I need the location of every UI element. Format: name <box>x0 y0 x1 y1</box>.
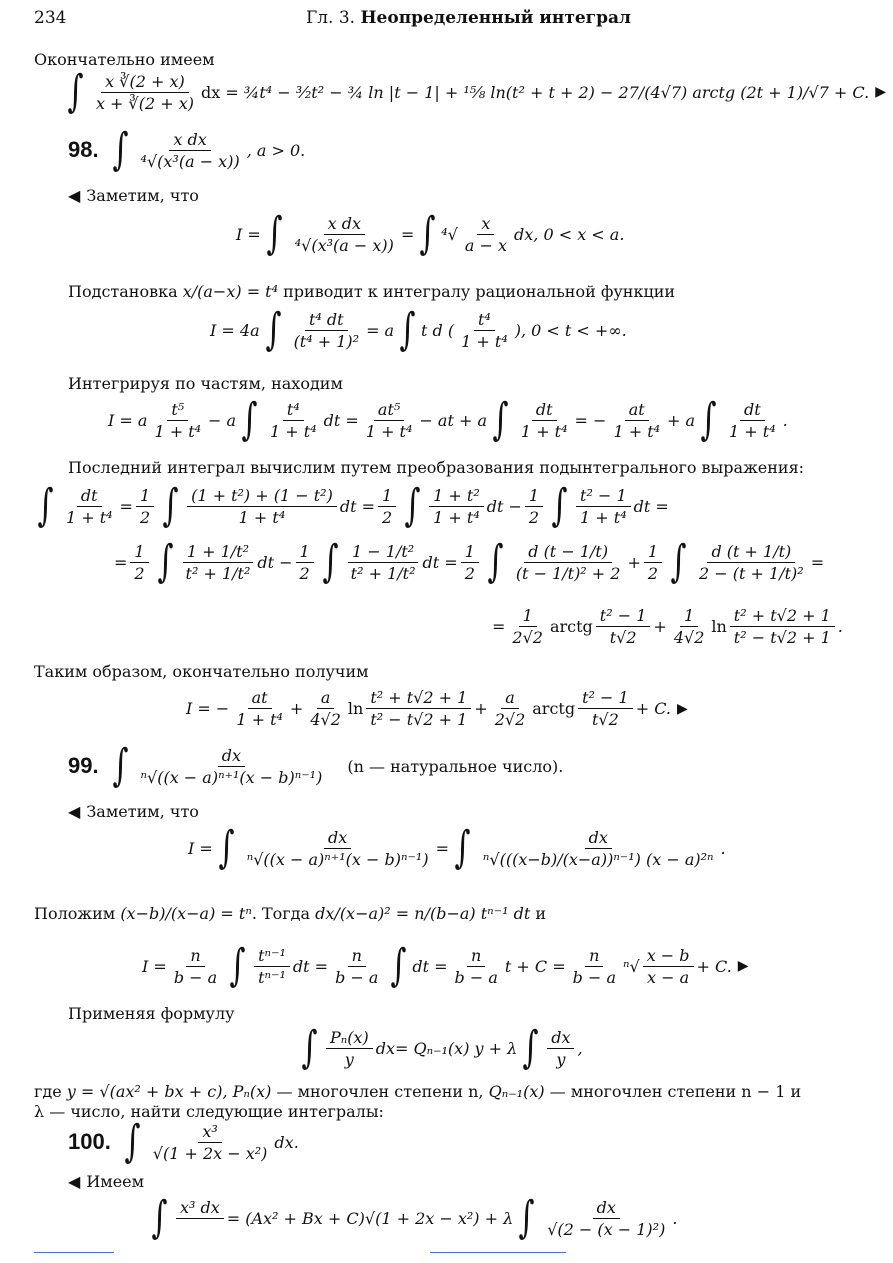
fraction: $\frac{1}{2}$ <box>136 486 154 527</box>
integral-sign: ∫ <box>218 822 235 873</box>
problem-100 <box>68 1116 299 1167</box>
fraction: $\frac{dx}{\text{ⁿ√((x − a)ⁿ⁺¹(x − b)ⁿ⁻¹)}}$ <box>140 745 323 787</box>
fraction: $\frac{dt}{\text{1 + t⁴}}$ <box>520 399 568 441</box>
integral-sign: ∫ <box>390 940 407 991</box>
fraction: $\frac{1}{4√2}$ <box>673 606 705 647</box>
end-proof-marker: ▶ <box>875 84 886 100</box>
fraction: $\frac{\text{1 + 1/t²}}{\text{t² + 1/t²}}$ <box>182 542 255 583</box>
footer-link-line-left <box>34 1252 114 1253</box>
problem-number: 99. <box>68 753 99 778</box>
end-proof-marker: ▶ <box>676 700 688 717</box>
equation-tail: dx, 0 < x < a. <box>514 224 625 244</box>
problem-number: 100. <box>68 1129 111 1154</box>
equation-98-final: I = − $\frac{at}{\text{1 + t⁴}}$ + $\frac{a}{4√2}$ ln $\frac{\text{t² + t√2 + 1}}{\text{t² − t√2 + 1}}$ + $\frac{a}{2√2}$ arctg $\frac{\text{t² − 1}}{t√2}$ + C. ▶ <box>186 688 688 729</box>
integral-sign: ∫ <box>265 304 282 355</box>
fraction: $\frac{d (t - 1/t)}{\text{(t − 1/t)² + 2}}$ <box>515 541 621 583</box>
integral-sign: ∫ <box>492 394 509 445</box>
integral-sign: ∫ <box>551 480 568 531</box>
integral-sign: ∫ <box>301 1022 318 1073</box>
equation-98f: = $\frac{1}{2√2}$ arctg $\frac{\text{t² − 1}}{t√2}$ + $\frac{1}{4√2}$ ln $\frac{\text{t² + t√2 + 1}}{\text{t² − t√2 + 1}}$ . <box>492 606 843 647</box>
begin-proof-marker: ◀ <box>68 1172 81 1191</box>
fraction: $\frac{\text{t² − 1}}{\text{1 + t⁴}}$ <box>576 486 631 527</box>
fraction: $\frac{\text{Pₙ(x)}}{y}$ <box>326 1028 373 1069</box>
fraction: $\frac{a}{2√2}$ <box>494 688 526 729</box>
fraction: $\frac{\text{t² + t√2 + 1}}{\text{t² − t√2 + 1}}$ <box>366 688 471 729</box>
integral-sign: ∫ <box>37 480 54 531</box>
fraction: $\frac{\text{x dx}}{\text{⁴√(x³(a − x))}}$ <box>140 129 240 171</box>
integral-sign: ∫ <box>112 124 129 175</box>
fraction: $\frac{dx}{\text{ⁿ√(((x−b)/(x−a))ⁿ⁻¹) (x − a)²ⁿ}}$ <box>482 827 714 869</box>
substitution-line: Подстановка x/(a−x) = t⁴ приводит к интегралу рациональной функции <box>68 282 676 301</box>
integral-sign: ∫ <box>322 536 339 587</box>
fraction: $\frac{n}{b - a}$ <box>335 945 379 987</box>
fraction: $\frac{at}{\text{1 + t⁴}}$ <box>236 688 283 729</box>
fraction: $\frac{\text{(1 + t²) + (1 − t²)}}{\text{1 + t⁴}}$ <box>187 486 337 527</box>
fraction: $\frac{1}{2}$ <box>461 542 479 583</box>
end-proof-marker: ▶ <box>737 958 749 974</box>
fraction: $\frac{\text{x³}}{\text{√(1 + 2x − x²)}}$ <box>152 1121 268 1163</box>
problem-98 <box>68 124 306 175</box>
page-number: 234 <box>34 8 67 28</box>
equation-98d: ∫ $\frac{dt}{\text{1 + t⁴}}$ = $\frac{1}{2}$ ∫ $\frac{\text{(1 + t²) + (1 − t²)}}{\text{1 + t⁴}}$ dt = $\frac{1}{2}$ ∫ $\frac{\text{1 + t²}}{\text{1 + t⁴}}$ dt − $\frac{1}{2}$ ∫ $\frac{\text{t² − 1}}{\text{1 + t⁴}}$ dt = <box>37 480 669 531</box>
equation-final-97: ∫ $\frac{x ∛(2 + x)}{x + ∛(2 + x)}$ dx = ¾t⁴ − ³⁄₂t² − ¾ ln |t − 1| + ¹⁵⁄₈ ln(t² + t + 2) − 27/(4√7) arctg (2t + 1)/√7 + C. ▶ <box>67 66 886 117</box>
fraction: $\frac{\text{tⁿ⁻¹}}{\text{tⁿ⁻¹}}$ <box>254 946 290 987</box>
integral-sign: ∫ <box>124 1116 141 1167</box>
integral-sign: ∫ <box>518 1192 535 1243</box>
equation-tail: + C. <box>696 956 732 976</box>
integral-sign: ∫ <box>399 304 416 355</box>
integral-sign: ∫ <box>404 480 421 531</box>
fraction: $\frac{\text{t⁴ dt}}{\text{(t⁴ + 1)²}}$ <box>293 309 360 351</box>
equation-98e: = $\frac{1}{2}$ ∫ $\frac{\text{1 + 1/t²}}{\text{t² + 1/t²}}$ dt − $\frac{1}{2}$ ∫ $\frac{\text{1 − 1/t²}}{\text{t² + 1/t²}}$ dt = $\frac{1}{2}$ ∫ $\frac{d (t - 1/t)}{\text{(t − 1/t)² + 2}}$ + $\frac{1}{2}$ ∫ $\frac{d (t + 1/t)}{\text{2 − (t + 1/t)²}}$ = <box>114 536 825 587</box>
equation-98a: I = ∫ $\frac{\text{x dx}}{\text{⁴√(x³(a − x))}}$ = ∫ ⁴√ $\frac{x}{a - x}$ dx, 0 < x < a. <box>236 208 625 259</box>
integral-sign: ∫ <box>670 536 687 587</box>
problem-number: 98. <box>68 137 99 162</box>
integral-sign: ∫ <box>157 536 174 587</box>
fraction: $\frac{1}{2}$ <box>378 486 396 527</box>
fraction: $\frac{x ∛(2 + x)}{x + ∛(2 + x)}$ <box>95 71 194 113</box>
last-integral-text: Последний интеграл вычислим путем преобразования подынтегрального выражения: <box>68 458 805 477</box>
integral-sign: ∫ <box>112 740 129 791</box>
fraction: $\frac{1}{2}$ <box>296 542 314 583</box>
equation-rhs: = (Ax² + Bx + C)√(1 + 2x − x²) + λ <box>226 1208 514 1228</box>
integral-sign: ∫ <box>419 208 436 259</box>
fraction: $\frac{a}{4√2}$ <box>310 688 341 729</box>
equation-tail: dx. <box>274 1132 299 1152</box>
integral-sign: ∫ <box>487 536 504 587</box>
begin-proof-marker: ◀ <box>68 186 81 205</box>
formula: ∫ $\frac{\text{Pₙ(x)}}{y}$ dx = Qₙ₋₁(x) y + λ ∫ $\frac{dx}{y}$ , <box>301 1022 583 1073</box>
fraction: $\frac{dt}{\text{1 + t⁴}}$ <box>65 485 113 527</box>
fraction: $\frac{1}{2}$ <box>130 542 148 583</box>
fraction: $\frac{x - b}{x - a}$ <box>643 946 694 987</box>
equation-rhs: = ¾t⁴ − ³⁄₂t² − ¾ ln |t − 1| + ¹⁵⁄₈ ln(t² + t + 2) − 27/(4√7) arctg (2t + 1)/√7 + C. <box>225 82 870 102</box>
where-line: где y = √(ax² + bx + c), Pₙ(x) — многочлен степени n, Qₙ₋₁(x) — многочлен степени n − 1 и <box>34 1082 802 1101</box>
formula-rhs: = Qₙ₋₁(x) y + λ <box>394 1038 518 1058</box>
fraction: $\frac{\text{1 − 1/t²}}{\text{t² + 1/t²}}$ <box>347 542 420 583</box>
running-title <box>306 8 631 28</box>
integral-sign: ∫ <box>700 394 717 445</box>
note-98: ◀ Заметим, что <box>68 186 199 205</box>
note-99: ◀ Заметим, что <box>68 802 199 821</box>
integral-sign: ∫ <box>522 1022 539 1073</box>
fraction: $\frac{\text{t² − 1}}{t√2}$ <box>578 688 633 729</box>
integral-sign: ∫ <box>67 66 84 117</box>
page-header <box>34 8 864 32</box>
lambda-line: λ — число, найти следующие интегралы: <box>34 1102 384 1121</box>
fraction: $\frac{\text{x dx}}{\text{⁴√(x³(a − x))}}$ <box>294 213 394 255</box>
equation-99a: I = ∫ $\frac{dx}{\text{ⁿ√((x − a)ⁿ⁺¹(x − b)ⁿ⁻¹)}}$ = ∫ $\frac{dx}{\text{ⁿ√(((x−b)/(x−a))ⁿ⁻¹) (x − a)²ⁿ}}$ . <box>188 822 726 873</box>
fraction: $\frac{\text{1 + t²}}{\text{1 + t⁴}}$ <box>429 486 484 527</box>
fraction: $\frac{1}{2}$ <box>525 486 543 527</box>
fraction: $\frac{1}{2}$ <box>644 542 662 583</box>
fraction: x³ dx <box>176 1198 224 1239</box>
natural-note: (n — натуральное число). <box>347 756 564 776</box>
integral-sign: ∫ <box>241 394 258 445</box>
chapter-title: Неопределенный интеграл <box>360 8 631 28</box>
by-parts-text: Интегрируя по частям, находим <box>68 374 343 393</box>
fraction: $\frac{at}{\text{1 + t⁴}}$ <box>613 399 661 441</box>
integral-sign: ∫ <box>162 480 179 531</box>
condition: , a > 0. <box>246 140 306 160</box>
intro-text: Окончательно имеем <box>34 50 215 69</box>
fraction: $\frac{\text{t² + t√2 + 1}}{\text{t² − t√2 + 1}}$ <box>730 606 835 647</box>
integral-sign: ∫ <box>151 1192 168 1243</box>
fraction: $\frac{\text{t⁴}}{\text{1 + t⁴}}$ <box>270 399 317 441</box>
fraction: $\frac{dx}{\text{ⁿ√((x − a)ⁿ⁺¹(x − b)ⁿ⁻¹)}}$ <box>246 827 429 869</box>
finally-text: Таким образом, окончательно получим <box>34 662 369 681</box>
integral-sign: ∫ <box>229 940 246 991</box>
equation-tail: , 0 < t < +∞. <box>520 320 627 340</box>
integral-sign: ∫ <box>454 822 471 873</box>
equation-98b: I = 4a ∫ $\frac{\text{t⁴ dt}}{\text{(t⁴ + 1)²}}$ = a ∫ t d ( $\frac{\text{t⁴}}{\text{1 + t⁴}}$ ) , 0 < t < +∞. <box>210 304 627 355</box>
fraction: $\frac{x}{a - x}$ <box>464 213 507 255</box>
equation-99b: I = $\frac{n}{b - a}$ ∫ $\frac{\text{tⁿ⁻¹}}{\text{tⁿ⁻¹}}$ dt = $\frac{n}{b - a}$ ∫ dt = $\frac{n}{b - a}$ t + C = $\frac{n}{b - a}$ ⁿ√ $\frac{x - b}{x - a}$ + C. ▶ <box>142 940 749 991</box>
fraction: $\frac{\text{at⁵}}{\text{1 + t⁴}}$ <box>365 399 413 441</box>
integral-sign: ∫ <box>266 208 283 259</box>
substitution-expression: x/(a−x) = t⁴ <box>182 282 279 301</box>
fraction: $\frac{1}{2√2}$ <box>512 606 543 647</box>
fraction: $\frac{\text{t⁵}}{\text{1 + t⁴}}$ <box>154 399 202 441</box>
fraction: $\frac{dx}{y}$ <box>547 1028 574 1069</box>
problem-99 <box>68 740 564 791</box>
fraction: $\frac{\text{t² − 1}}{t√2}$ <box>596 606 651 647</box>
have-line: ◀ Имеем <box>68 1172 145 1191</box>
fraction: $\frac{d (t + 1/t)}{\text{2 − (t + 1/t)²}}$ <box>699 541 804 583</box>
fraction: $\frac{n}{b - a}$ <box>572 945 616 987</box>
fraction: $\frac{n}{b - a}$ <box>173 945 218 987</box>
chapter-prefix: Гл. 3. <box>306 8 356 28</box>
begin-proof-marker: ◀ <box>68 802 81 821</box>
fraction: $\frac{dx}{\text{√(2 − (x − 1)²)}}$ <box>547 1197 666 1239</box>
put-line: Положим (x−b)/(x−a) = tⁿ. Тогда dx/(x−a)² = n/(b−a) tⁿ⁻¹ dt и <box>34 904 547 923</box>
fraction: $\frac{n}{b - a}$ <box>454 945 498 987</box>
fraction: $\frac{\text{t⁴}}{\text{1 + t⁴}}$ <box>461 309 508 351</box>
equation-98c: I = a $\frac{\text{t⁵}}{\text{1 + t⁴}}$ − a ∫ $\frac{\text{t⁴}}{\text{1 + t⁴}}$ dt = $\frac{\text{at⁵}}{\text{1 + t⁴}}$ − at + a ∫ $\frac{dt}{\text{1 + t⁴}}$ = − $\frac{at}{\text{1 + t⁴}}$ + a ∫ $\frac{dt}{\text{1 + t⁴}}$ . <box>108 394 788 445</box>
fraction: $\frac{dt}{\text{1 + t⁴}}$ <box>729 399 776 441</box>
equation-100a: ∫ x³ dx = (Ax² + Bx + C)√(1 + 2x − x²) + λ ∫ $\frac{dx}{\text{√(2 − (x − 1)²)}}$ . <box>151 1192 678 1243</box>
footer-link-line-right <box>430 1252 566 1253</box>
apply-text: Применяя формулу <box>68 1004 235 1023</box>
